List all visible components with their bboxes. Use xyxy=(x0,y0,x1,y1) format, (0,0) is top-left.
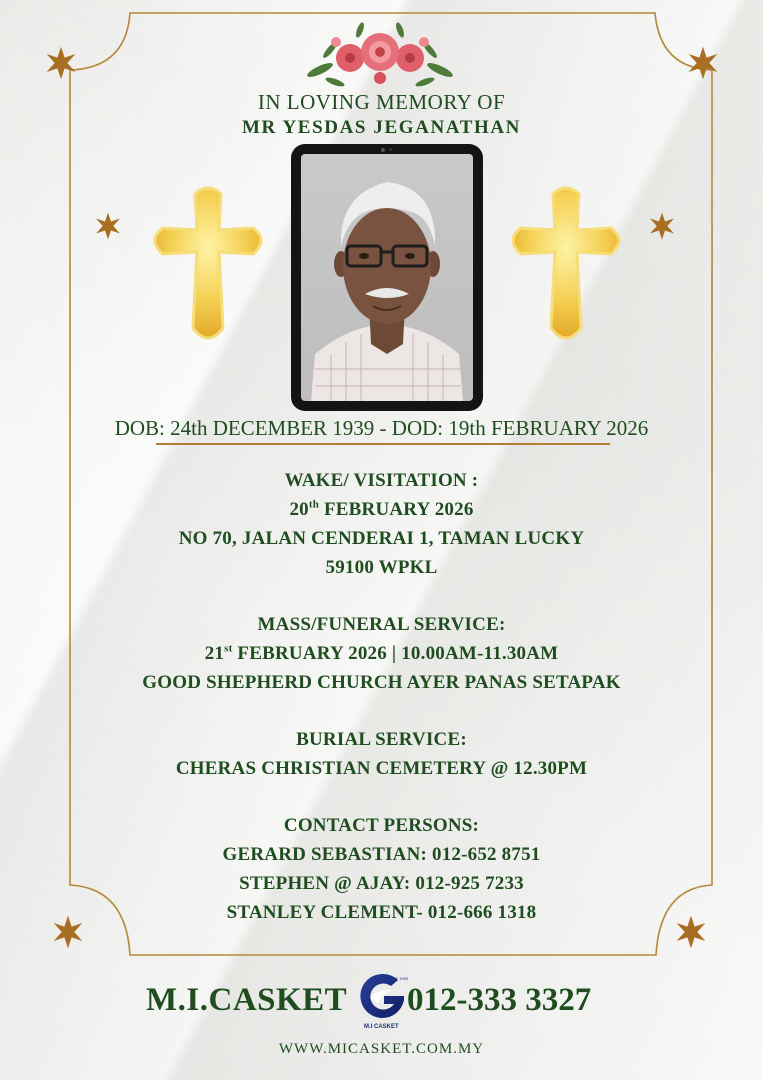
mass-day-suffix: st xyxy=(224,642,233,655)
mass-venue: GOOD SHEPHERD CHURCH AYER PANAS SETAPAK xyxy=(142,672,621,693)
brand-phone: 012-333 3327 xyxy=(407,982,592,1018)
contact-person: STEPHEN @ AJAY: 012-925 7233 xyxy=(239,873,524,894)
cross-icon xyxy=(503,182,629,348)
camera-dot xyxy=(381,148,385,152)
burial-venue: CHERAS CHRISTIAN CEMETERY @ 12.30PM xyxy=(175,758,588,779)
portrait-illustration xyxy=(301,154,473,401)
portrait-frame xyxy=(291,144,483,411)
mass-date xyxy=(0,639,763,668)
memorial-title: IN LOVING MEMORY OF xyxy=(257,90,506,114)
wake-month-year: FEBRUARY 2026 xyxy=(319,499,474,520)
service-details xyxy=(0,466,763,927)
logo-text: M.I CASKET xyxy=(364,1024,399,1030)
sensor-dot xyxy=(389,148,392,151)
mass-day: 21 xyxy=(204,643,225,664)
brand-name: M.I.CASKET xyxy=(146,982,348,1018)
burial-heading: BURIAL SERVICE: xyxy=(296,729,467,750)
casket-logo-icon xyxy=(356,970,408,1032)
dob-dod-value: 24th DECEMBER 1939 - DOD: 19th FEBRUARY 2026 xyxy=(170,416,649,440)
deceased-name: MR YESDAS JEGANATHAN xyxy=(241,117,522,138)
portrait-photo xyxy=(301,154,473,401)
mass-date-time: FEBRUARY 2026 | 10.00AM-11.30AM xyxy=(232,643,559,664)
dob-label: DOB: xyxy=(114,416,171,440)
star-icon xyxy=(93,211,123,241)
wake-day-suffix: th xyxy=(308,498,320,511)
star-icon xyxy=(647,211,677,241)
dob-underline xyxy=(156,443,610,445)
wake-day: 20 xyxy=(289,499,309,520)
logo-since: SINCE 1990 xyxy=(386,976,408,981)
contact-person: GERARD SEBASTIAN: 012-652 8751 xyxy=(222,844,541,865)
mass-heading: MASS/FUNERAL SERVICE: xyxy=(257,614,506,635)
wake-date xyxy=(0,495,763,524)
wake-address-2: 59100 WPKL xyxy=(325,557,438,578)
contacts-heading: CONTACT PERSONS: xyxy=(283,815,480,836)
star-icon xyxy=(43,45,79,81)
flower-bouquet-icon xyxy=(300,20,460,95)
contact-person: STANLEY CLEMENT- 012-666 1318 xyxy=(226,902,537,923)
star-icon xyxy=(685,45,721,81)
dob-dod-line xyxy=(0,416,763,441)
wake-address-1: NO 70, JALAN CENDERAI 1, TAMAN LUCKY xyxy=(178,528,585,549)
website-link[interactable]: WWW.MICASKET.COM.MY xyxy=(278,1041,485,1057)
wake-heading: WAKE/ VISITATION : xyxy=(284,470,479,491)
cross-icon xyxy=(145,182,271,348)
